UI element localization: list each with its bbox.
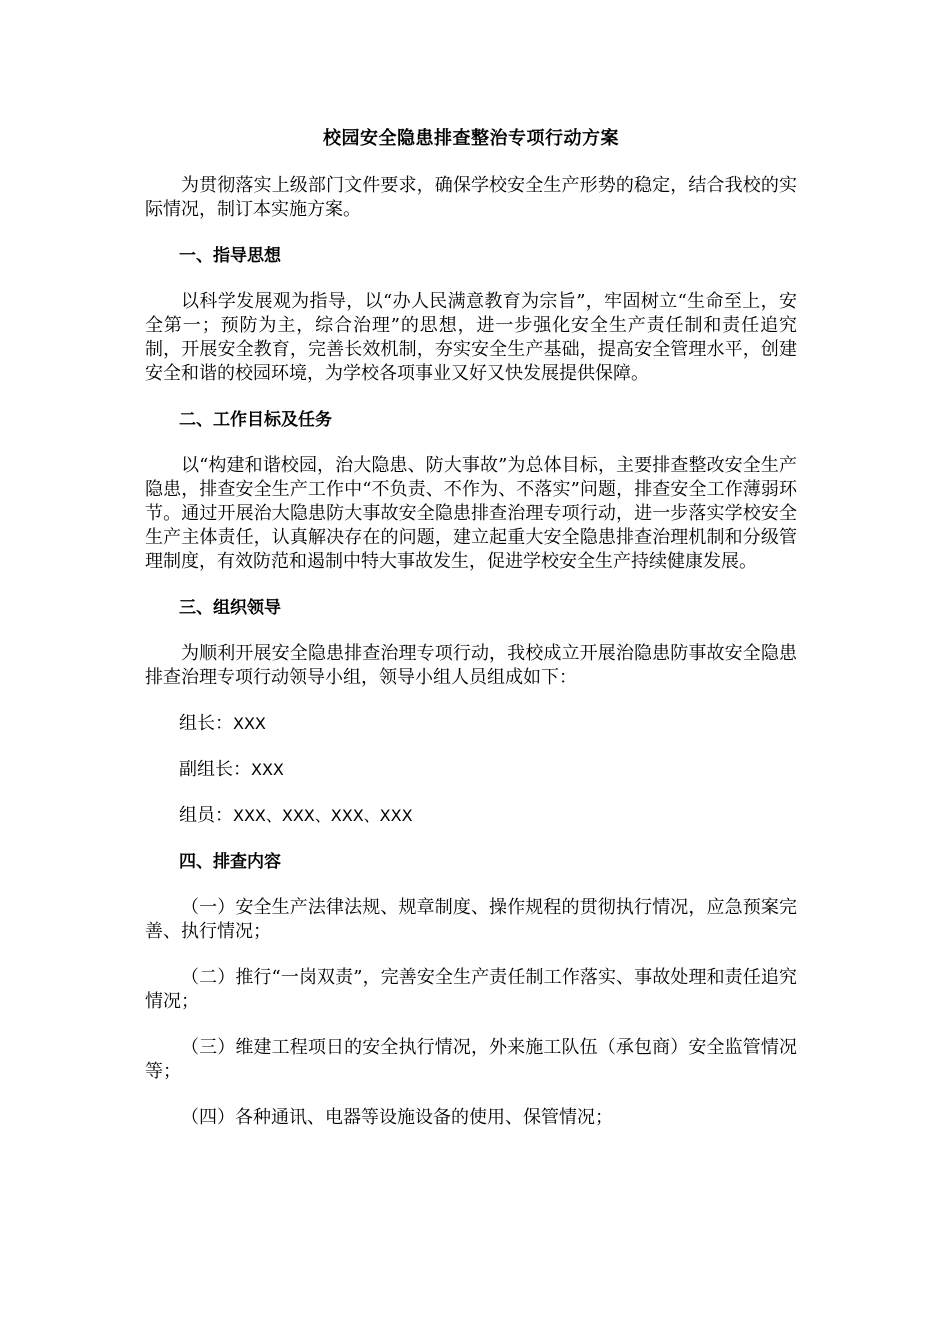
member-role: 组长： xyxy=(179,713,233,734)
inspection-item: （三）维建工程项日的安全执行情况，外来施工队伍（承包商）安全监管情况等； xyxy=(145,1037,797,1082)
member-role: 组员： xyxy=(179,805,233,826)
section-text-leadership: 为顺利开展安全隐患排查治理专项行动，我校成立开展治隐患防事故安全隐患排查治理专项行动领导小组，领导小组人员组成如下： xyxy=(145,643,797,688)
section-heading-inspection-content: 四、排查内容 xyxy=(179,852,281,872)
section-heading-leadership: 三、组织领导 xyxy=(179,598,281,618)
member-deputy-leader xyxy=(145,758,797,782)
section-heading-goals-tasks: 二、工作目标及任务 xyxy=(179,410,332,430)
member-team xyxy=(145,804,797,828)
member-role: 副组长： xyxy=(179,759,251,780)
section-text-guiding-ideology: 以科学发展观为指导，以“办人民满意教育为宗旨”，牢固树立“生命至上，安全第一；预防为主，综合治理”的思想，进一步强化安全生产责任制和责任追究制，开展安全教育，完善长效机制，夯实安全生产基础，提高安全管理水平，创建安全和谐的校园环境，为学校各项事业又好又快发展提供保障。 xyxy=(145,291,797,384)
document-page xyxy=(145,124,797,1152)
member-leader xyxy=(145,712,797,736)
inspection-item: （一）安全生产法律法规、规章制度、操作规程的贯彻执行情况，应急预案完善、执行情况； xyxy=(145,897,797,942)
inspection-item: （四）各种通讯、电器等设施设备的使用、保管情况； xyxy=(181,1107,613,1128)
document-title: 校园安全隐患排查整治专项行动方案 xyxy=(323,128,619,149)
section-heading-guiding-ideology: 一、指导思想 xyxy=(179,246,281,266)
intro-paragraph: 为贯彻落实上级部门文件要求，确保学校安全生产形势的稳定，结合我校的实际情况，制订本实施方案。 xyxy=(145,175,797,220)
member-names: XXX xyxy=(251,760,284,779)
section-text-goals-tasks: 以“构建和谐校园，治大隐患、防大事故”为总体目标，主要排查整改安全生产隐患，排查安全生产工作中“不负责、不作为、不落实”问题，排查安全工作薄弱环节。通过开展治大隐患防大事故安全隐患排查治理专项行动，进一步落实学校安全生产主体责任，认真解决存在的问题，建立起重大安全隐患排查治理机制和分级管理制度，有效防范和遏制中特大事故发生，促进学校安全生产持续健康发展。 xyxy=(145,455,797,572)
member-names: XXX、XXX、XXX、XXX xyxy=(233,806,413,825)
member-names: XXX xyxy=(233,714,266,733)
inspection-item: （二）推行“一岗双责”，完善安全生产责任制工作落实、事故处理和责任追究情况； xyxy=(145,967,797,1012)
